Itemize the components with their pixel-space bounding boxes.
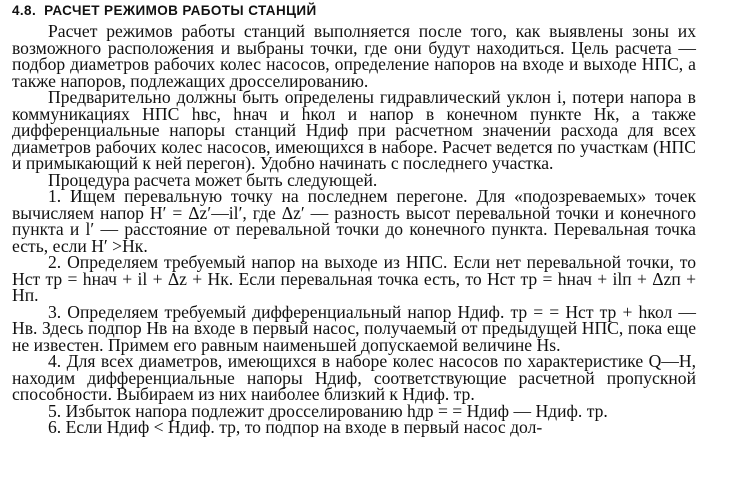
paragraph: 1. Ищем перевальную точку на последнем перегоне. Для «подозреваемых» точек вычисляем напор H′ = Δz′—il′, где Δz′ — разность высот перевальной точки и конечного пункта и l′ — расстояние от перевальной точки до конечного пункта. Перевальная точка есть, если H′ >Hк.	[12, 186, 696, 256]
paragraph: Расчет режимов работы станций выполняется после того, как выявлены зоны их возможного расположения и выбраны точки, где они будут находиться. Цель расчета — подбор диаметров рабочих колес насосов, определение напоров на входе и выходе НПС, а также напоров, подлежащих дросселированию.	[12, 21, 696, 91]
paragraph: 4. Для всех диаметров, имеющихся в наборе колес насосов по характеристике Q—H, находим дифференциальные напоры Hдиф, соответствующие расчетной пропускной способности. Выбираем из них наиболее близкий к Hдиф. тр.	[12, 351, 696, 404]
paragraph: 2. Определяем требуемый напор на выходе из НПС. Если нет перевальной точки, то Hст тр = hнач + il + Δz + Hк. Если перевальная точка есть, то Hст тр = hнач + ilп + Δzп + Hп.	[12, 252, 696, 305]
paragraph: Предварительно должны быть определены гидравлический уклон i, потери напора в коммуникациях НПС hвс, hнач и hкол и напор в конечном пункте Hк, а также дифференциальные напоры станций Hдиф при расчетном значении расхода для всех диаметров рабочих колес насосов, имеющихся в наборе. Расчет ведется по участкам (НПС и примыкающий к ней перегон). Удобно начинать с последнего участка.	[12, 87, 696, 173]
paragraph: 5. Избыток напора подлежит дросселированию hдр = = Hдиф — Hдиф. тр.	[48, 400, 608, 421]
paragraph: Процедура расчета может быть следующей.	[48, 169, 378, 190]
body-text	[12, 23, 696, 436]
section-heading	[12, 3, 317, 18]
paragraph: 3. Определяем требуемый дифференциальный напор Hдиф. тр = = Hст тр + hкол — Hв. Здесь подпор Hв на входе в первый насос, получаемый от предыдущей НПС, пока еще не известен. Примем его равным наименьшей допускаемой величине Hs.	[12, 301, 696, 355]
section-title: РАСЧЕТ РЕЖИМОВ РАБОТЫ СТАНЦИЙ	[44, 3, 317, 18]
section-number: 4.8.	[12, 3, 37, 18]
paragraph: 6. Если Hдиф < Hдиф. тр, то подпор на входе в первый насос дол-	[48, 417, 543, 437]
